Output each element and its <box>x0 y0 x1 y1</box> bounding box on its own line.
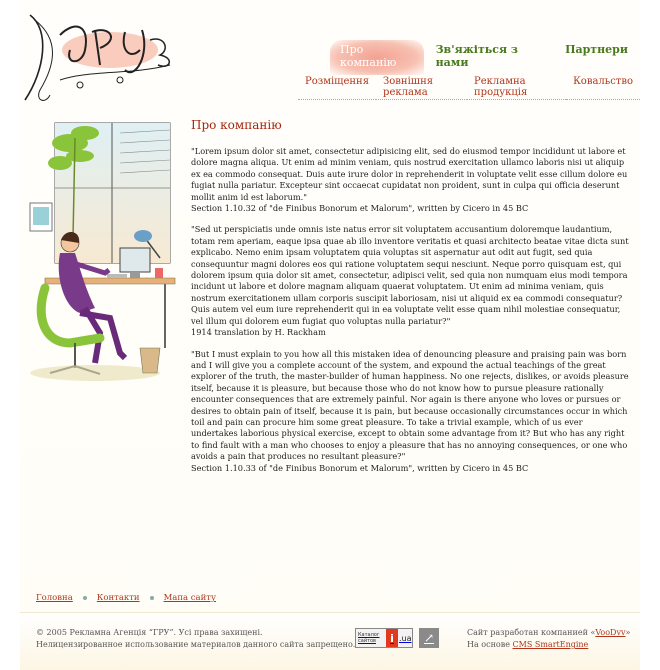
developer-info <box>467 627 630 651</box>
office-illustration <box>25 118 185 383</box>
paragraph-3-text: "But I must explain to you how all this mistaken idea of denouncing pleasure and praising pain was born and I will give you a complete account of the system, and expound the actual teachings of the great explorer of the truth, the master-builder of human happiness. No one rejects, dislikes, or avoids pleasure itself, because it is pleasure, but because those who do not know how to pursue pleasure rationally encounter consequences that are extremely painful. Nor again is there anyone who loves or pursues or desires to obtain pain of itself, because it is pain, but because occasionally circumstances occur in which toil and pain can procure him some great pleasure. To take a trivial example, which of us ever undertakes laborious physical exercise, except to obtain some advantage from it? But who has any right to find fault with a man who chooses to enjoy a pleasure that has no annoying consequences, or one who avoids a pain that produces no resultant pleasure?" <box>191 348 629 462</box>
logo-graphic <box>20 10 190 110</box>
paragraph-1 <box>191 146 631 214</box>
top-nav-item-partners[interactable]: Партнери <box>565 43 628 56</box>
dev-prefix: Сайт разработан компанией « <box>467 628 596 637</box>
paragraph-1-text: "Lorem ipsum dolor sit amet, consectetur adipisicing elit, sed do eiusmod tempor incididunt ut labore et dolore magna aliqua. Ut enim ad minim veniam, quis nostrud exercitation ullamco laboris nisi ut aliquip ex ea commodo consequat. Duis aute irure dolor in reprehenderit in voluptate velit esse cillum dolore eu fugiat nulla pariatur. Excepteur sint occaecat cupidatat non proident, sunt in culpa qui officia deserunt mollit anim id est laborum." <box>191 146 628 202</box>
bullet-icon <box>150 596 154 600</box>
copyright-notice: Нелицензированное использование материалов данного сайта запрещено. <box>36 640 356 649</box>
footer-links <box>36 593 216 603</box>
sub-nav-item-placement[interactable]: Розміщення <box>298 76 376 100</box>
copyright <box>36 627 355 651</box>
logo[interactable] <box>20 10 190 110</box>
main-content <box>191 118 631 484</box>
dev-suffix: » <box>625 628 631 637</box>
top-nav-item-contact[interactable]: Зв'яжіться з нами <box>435 43 518 69</box>
sub-nav-item-products[interactable]: Рекламна продукція <box>467 76 566 100</box>
page-title: Про компанію <box>191 118 282 132</box>
bullet-icon <box>83 596 87 600</box>
catalog-badge-ua: .ua <box>399 633 412 643</box>
top-nav <box>330 40 640 75</box>
catalog-i-icon: i <box>386 629 398 647</box>
cms-prefix: На основе <box>467 640 513 649</box>
paragraph-3 <box>191 349 631 474</box>
footer <box>20 612 640 670</box>
catalog-badge[interactable] <box>355 628 413 648</box>
footer-link-contacts[interactable]: Контакти <box>96 593 140 603</box>
footer-link-home[interactable]: Головна <box>36 593 73 603</box>
sub-nav-item-outdoor[interactable]: Зовнішня реклама <box>376 76 467 100</box>
top-nav-item-about[interactable]: Про компанію <box>330 40 424 75</box>
dev-company-link[interactable]: VooDvv <box>595 628 626 637</box>
page <box>20 0 640 670</box>
footer-link-sitemap[interactable]: Мапа сайту <box>163 593 216 603</box>
sub-nav <box>298 76 640 100</box>
paragraph-3-source: Section 1.10.33 of "de Finibus Bonorum et Malorum", written by Cicero in 45 BC <box>191 462 529 473</box>
copyright-text: © 2005 Рекламна Агенція “ГРУ”. Усі права захищені. <box>36 628 263 637</box>
cms-link[interactable]: CMS SmartEngine <box>512 640 589 649</box>
paragraph-2-source: 1914 translation by H. Rackham <box>191 327 326 338</box>
catalog-badge-label: Каталог сайтов <box>358 632 380 644</box>
paragraph-2-text: "Sed ut perspiciatis unde omnis iste natus error sit voluptatem accusantium doloremque laudantium, totam rem aperiam, eaque ipsa quae ab illo inventore veritatis et quasi architecto beatae vitae dicta sunt explicabo. Nemo enim ipsam voluptatem quia voluptas sit aspernatur aut odit aut fugit, sed quia consequuntur magni dolores eos qui ratione voluptatem sequi nesciunt. Neque porro quisquam est, qui dolorem ipsum quia dolor sit amet, consectetur, adipisci velit, sed quia non numquam eius modi tempora incidunt ut labore et dolore magnam aliquam quaerat voluptatem. Ut enim ad minima veniam, quis nostrum exercitationem ullam corporis suscipit laboriosam, nisi ut aliquid ex ea commodi consequatur? Quis autem vel eum iure reprehenderit qui in ea voluptate velit esse quam nihil molestiae consequatur, vel illum qui dolorem eum fugiat quo voluptas nulla pariatur?" <box>191 224 629 326</box>
arrow-icon: ↗ <box>423 631 435 645</box>
counter-badge[interactable] <box>419 628 439 648</box>
paragraph-2 <box>191 224 631 338</box>
sub-nav-item-forging[interactable]: Ковальство <box>566 76 640 100</box>
paragraph-1-source: Section 1.10.32 of "de Finibus Bonorum et Malorum", written by Cicero in 45 BC <box>191 203 529 214</box>
